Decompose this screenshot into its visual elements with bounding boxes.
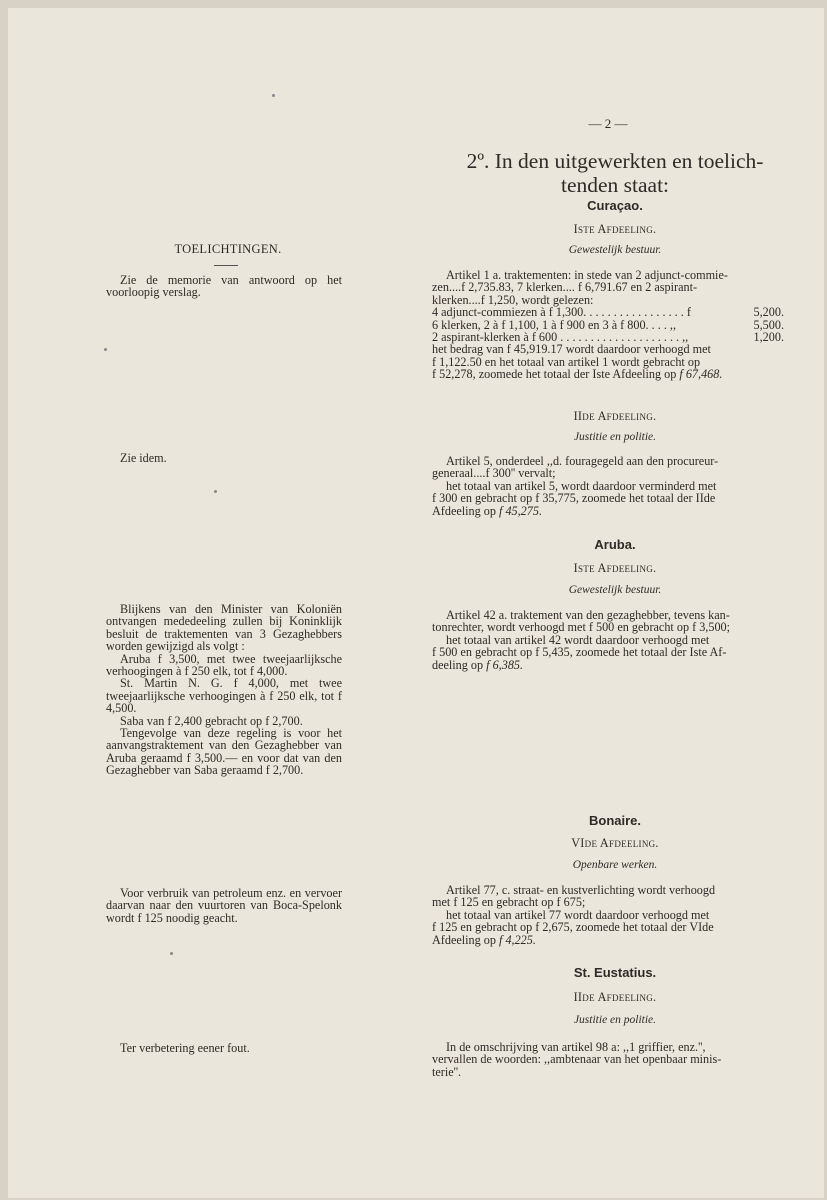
curacao-art1-line: f 1,122.50 en het totaal van artikel 1 wordt gebracht op: [432, 354, 701, 369]
curacao-afdeeling-1-total: f 67,468.: [679, 367, 723, 382]
section-curacao-heading: Curaçao.: [587, 198, 643, 213]
st-eustatius-artikel-98: [432, 1041, 798, 1078]
curacao-afdeeling-2: IIde Afdeeling.: [573, 409, 657, 423]
note-verbetering: Ter verbetering eener fout.: [120, 1041, 250, 1055]
curacao-artikel-1: [432, 269, 798, 381]
aruba-line: het totaal van artikel 42 wordt daardoor verhoogd met: [446, 632, 710, 647]
bonaire-artikel-77: [432, 884, 798, 946]
curacao-subheading-1: Gewestelijk bestuur.: [568, 244, 662, 256]
note-idem: Zie idem.: [120, 451, 167, 465]
left-column-title: TOELICHTINGEN.: [174, 242, 282, 256]
curacao-afdeeling-1: Iste Afdeeling.: [573, 222, 657, 236]
bonaire-line: Artikel 77, c. straat- en kustverlichting wordt verhoogd: [446, 883, 716, 897]
page-number: — 2 —: [588, 116, 628, 131]
curacao-subheading-2: Justitie en politie.: [573, 431, 657, 443]
main-heading: [432, 149, 798, 197]
curacao-art1-line: zen....f 2,735.83, 7 klerken.... f 6,791.67 en 2 aspirant-: [432, 280, 698, 295]
curacao-art5-line: het totaal van artikel 5, wordt daardoor verminderd met: [446, 478, 717, 493]
document-page: [8, 8, 824, 1198]
note-gezaghebbers-p3: St. Martin N. G. f 4,000, met twee tweejaarlijksche verhoogingen à f 250 elk, tot f 4,500.: [106, 676, 342, 716]
note-gezaghebbers-p2: Aruba f 3,500, met twee tweejaarlijksche verhoogingen à f 250 elk, tot f 4,000.: [106, 651, 342, 679]
curacao-art1-line: klerken....f 1,250, wordt gelezen:: [432, 292, 594, 307]
curacao-art1-line: Artikel 1 a. traktementen: in stede van 2 adjunct-commie-: [446, 268, 728, 282]
aruba-final: deeling op f 6,385.: [432, 657, 524, 672]
note-gezaghebbers-p4: Saba van f 2,400 gebracht op f 2,700.: [120, 713, 303, 728]
st-eustatius-line: vervallen de woorden: ,,ambtenaar van het openbaar minis-: [432, 1052, 722, 1067]
curacao-item-amount: 5,200.: [753, 305, 784, 320]
bonaire-line: f 125 en gebracht op f 2,675, zoomede het totaal der VIde: [432, 920, 714, 935]
note-gezaghebbers-p1: Blijkens van den Minister van Koloniën ontvangen mededeeling zullen bij Koninklijk besluit de traktementen van 3 Gezaghebbers worden gewijzigd als volgt :: [106, 602, 342, 654]
section-st-eustatius-heading: St. Eustatius.: [573, 965, 657, 980]
bonaire-afdeeling: VIde Afdeeling.: [571, 836, 659, 850]
heading-line-2: tenden staat:: [560, 173, 670, 197]
aruba-line: f 500 en gebracht op f 5,435, zoomede het totaal der Iste Af-: [432, 645, 727, 660]
aruba-line: tonrechter, wordt verhoogd met f 500 en gebracht op f 3,500;: [432, 620, 731, 635]
st-eustatius-line: In de omschrijving van artikel 98 a: ,,1 griffier, enz.'',: [446, 1040, 706, 1054]
note-petroleum: Voor verbruik van petroleum enz. en vervoer daarvan naar den vuurtoren van Boca-Spelonk wordt f 125 noodig geacht.: [106, 886, 342, 925]
curacao-item-row: [432, 306, 798, 318]
curacao-artikel-5: [432, 455, 798, 517]
aruba-afdeeling: Iste Afdeeling.: [573, 561, 657, 575]
aruba-artikel-42: [432, 609, 798, 671]
curacao-item-label: 4 adjunct-commiezen à f 1,300. . . . . . . . . . . . . . . . . f: [432, 305, 691, 320]
bonaire-afdeeling-total: f 4,225.: [499, 932, 536, 947]
st-eustatius-afdeeling: IIde Afdeeling.: [573, 990, 657, 1004]
title-divider: [214, 265, 238, 266]
speck-mark: [214, 490, 217, 493]
heading-line-1: 2º. In den uitgewerkten en toelich-: [466, 149, 764, 173]
curacao-art5-line: generaal....f 300'' vervalt;: [432, 466, 556, 481]
curacao-item-label: 6 klerken, 2 à f 1,100, 1 à f 900 en 3 à f 800. . . . ,,: [432, 317, 677, 332]
curacao-art5-line: f 300 en gebracht op f 35,775, zoomede het totaal der IIde: [432, 491, 716, 506]
curacao-art1-line: het bedrag van f 45,919.17 wordt daardoor verhoogd met: [432, 342, 711, 357]
aruba-afdeeling-total: f 6,385.: [486, 657, 524, 672]
curacao-item-label: 2 aspirant-klerken à f 600 . . . . . . . . . . . . . . . . . . . . ,,: [432, 330, 689, 345]
curacao-art5-final: Afdeeling op f 45,275.: [432, 503, 543, 518]
st-eustatius-subheading: Justitie en politie.: [573, 1014, 657, 1026]
bonaire-line: het totaal van artikel 77 wordt daardoor verhoogd met: [446, 907, 710, 922]
bonaire-final: Afdeeling op f 4,225.: [432, 932, 536, 947]
note-memorie: Zie de memorie van antwoord op het voorloopig verslag.: [106, 273, 342, 300]
curacao-item-amount: 1,200.: [753, 330, 784, 345]
aruba-line: Artikel 42 a. traktement van den gezaghebber, tevens kan-: [446, 608, 730, 622]
section-bonaire-heading: Bonaire.: [588, 813, 641, 828]
aruba-subheading: Gewestelijk bestuur.: [568, 584, 662, 596]
section-aruba-heading: Aruba.: [594, 537, 636, 552]
curacao-afdeeling-2-total: f 45,275.: [499, 503, 543, 518]
st-eustatius-line: terie''.: [432, 1064, 462, 1079]
curacao-item-amount: 5,500.: [753, 317, 784, 332]
note-gezaghebbers-p5: Tengevolge van deze regeling is voor het aanvangstraktement van den Gezaghebber van Aruba geraamd f 3,500.— en voor dat van den Gezaghebber van Saba geraamd f 2,700.: [106, 726, 342, 778]
speck-mark: [170, 952, 173, 955]
curacao-art5-line: Artikel 5, onderdeel ,,d. fouragegeld aan den procureur-: [446, 454, 719, 468]
speck-mark: [272, 94, 275, 97]
speck-mark: [104, 348, 107, 351]
curacao-art1-final: f 52,278, zoomede het totaal der Iste Afdeeling op f 67,468.: [432, 367, 723, 382]
bonaire-subheading: Openbare werken.: [572, 859, 658, 871]
bonaire-line: met f 125 en gebracht op f 675;: [432, 895, 586, 910]
note-gezaghebbers: [106, 603, 342, 777]
